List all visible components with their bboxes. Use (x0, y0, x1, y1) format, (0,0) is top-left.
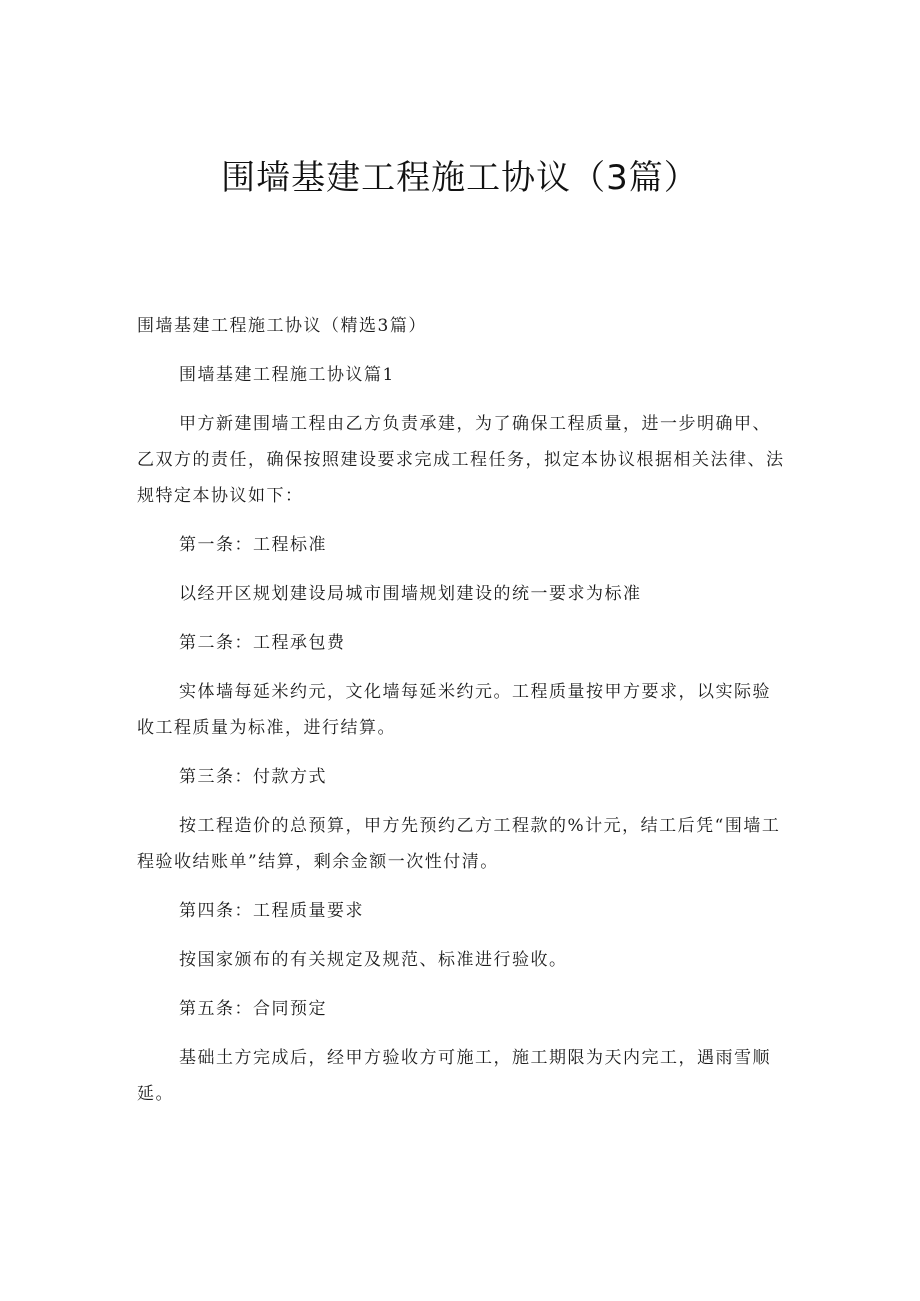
document-title: 围墙基建工程施工协议（3篇） (221, 158, 699, 198)
article-heading: 第五条：合同预定 (179, 999, 327, 1019)
article-heading: 第一条：工程标准 (179, 535, 327, 555)
article-content: 以经开区规划建设局城市围墙规划建设的统一要求为标准 (179, 584, 642, 604)
document-body (137, 308, 787, 1125)
section-heading: 围墙基建工程施工协议篇1 (179, 365, 395, 385)
intro-paragraph: 甲方新建围墙工程由乙方负责承建，为了确保工程质量，进一步明确甲、乙双方的责任，确保按照建设要求完成工程任务，拟定本协议根据相关法律、法规特定本协议如下： (137, 414, 785, 506)
article-content: 按工程造价的总预算，甲方先预约乙方工程款的%计元，结工后凭“围墙工程验收结账单”结算，剩余金额一次性付清。 (137, 816, 781, 872)
article-content: 实体墙每延米约元，文化墙每延米约元。工程质量按甲方要求，以实际验收工程质量为标准，进行结算。 (137, 682, 771, 738)
document-subtitle: 围墙基建工程施工协议（精选3篇） (137, 316, 427, 336)
article-heading: 第二条：工程承包费 (179, 633, 346, 653)
article-content: 基础土方完成后，经甲方验收方可施工，施工期限为天内完工，遇雨雪顺延。 (137, 1048, 771, 1104)
article-heading: 第四条：工程质量要求 (179, 901, 364, 921)
article-heading: 第三条：付款方式 (179, 767, 327, 787)
article-content: 按国家颁布的有关规定及规范、标准进行验收。 (179, 950, 568, 970)
